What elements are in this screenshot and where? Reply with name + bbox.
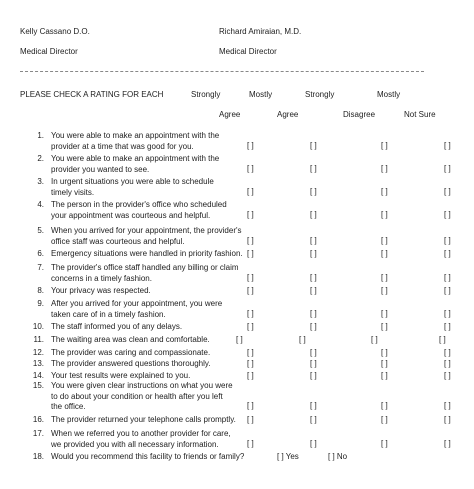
rating-checkbox-3[interactable]: [ ] xyxy=(444,438,451,448)
rating-checkbox-2[interactable]: [ ] xyxy=(381,308,388,318)
rating-checkbox-3[interactable]: [ ] xyxy=(444,322,451,331)
rating-checkbox-1[interactable]: [ ] xyxy=(310,415,317,424)
question-text-line: Your privacy was respected. xyxy=(51,286,151,295)
rating-checkbox-0[interactable]: [ ] xyxy=(247,209,254,219)
question-text-line: The waiting area was clean and comfortable. xyxy=(51,335,210,344)
question-number: 2. xyxy=(37,154,44,163)
question-number: 14. xyxy=(32,371,44,380)
question-text-line: The provider answered questions thoroughly. xyxy=(51,359,211,368)
rating-checkbox-3[interactable]: [ ] xyxy=(444,235,451,245)
question-number: 5. xyxy=(37,226,44,235)
question-number: 3. xyxy=(37,177,44,186)
rating-checkbox-3[interactable]: [ ] xyxy=(444,359,451,368)
question-text-line: The staff informed you of any delays. xyxy=(51,322,183,331)
rating-checkbox-3[interactable]: [ ] xyxy=(444,163,451,173)
rating-checkbox-2[interactable]: [ ] xyxy=(381,438,388,448)
question-text-line: The person in the provider's office who scheduled xyxy=(51,200,227,209)
question-number: 16. xyxy=(32,415,44,424)
question-text-line: your appointment was courteous and helpful. xyxy=(51,210,211,220)
rating-checkbox-1[interactable]: [ ] xyxy=(310,438,317,448)
question-number: 7. xyxy=(37,263,44,272)
rating-checkbox-2[interactable]: [ ] xyxy=(381,235,388,245)
rating-checkbox-0[interactable]: [ ] xyxy=(247,235,254,245)
question-number: 10. xyxy=(32,322,44,331)
rating-checkbox-1[interactable]: [ ] xyxy=(310,235,317,245)
rating-checkbox-0[interactable]: [ ] xyxy=(247,308,254,318)
question-text-line: The provider's office staff handled any billing or claim xyxy=(51,263,239,272)
rating-checkbox-0[interactable]: [ ] xyxy=(236,335,243,344)
left-doctor-name: Kelly Cassano D.O. xyxy=(20,27,90,36)
rating-checkbox-3[interactable]: [ ] xyxy=(444,308,451,318)
rating-checkbox-1[interactable]: [ ] xyxy=(310,140,317,150)
question-text-line: You were able to make an appointment with the xyxy=(51,154,220,163)
left-doctor-title: Medical Director xyxy=(20,47,78,56)
question-text-line: You were able to make an appointment with the xyxy=(51,131,220,140)
rating-checkbox-0[interactable]: [ ] xyxy=(247,401,254,410)
rating-checkbox-0[interactable]: [ ] xyxy=(247,186,254,196)
rating-header-bottom-0: Agree xyxy=(219,110,241,119)
rating-checkbox-1[interactable]: [ ] xyxy=(310,209,317,219)
question-number: 15. xyxy=(32,381,44,390)
question-text-line: After you arrived for your appointment, you were xyxy=(51,299,223,308)
rating-checkbox-0[interactable]: [ ] xyxy=(247,272,254,282)
question-text-line: You were given clear instructions on what you were xyxy=(51,381,233,390)
rating-checkbox-2[interactable]: [ ] xyxy=(381,163,388,173)
rating-checkbox-0[interactable]: [ ] xyxy=(247,359,254,368)
rating-checkbox-0[interactable]: [ ] xyxy=(247,415,254,424)
rating-checkbox-2[interactable]: [ ] xyxy=(381,371,388,380)
rating-checkbox-1[interactable]: [ ] xyxy=(310,286,317,295)
rating-header-top-1: Mostly xyxy=(249,90,273,99)
rating-checkbox-3[interactable]: [ ] xyxy=(444,209,451,219)
rating-header-bottom-2: Disagree xyxy=(343,110,376,119)
question-text-line: When we referred you to another provider for care, xyxy=(51,429,231,438)
rating-checkbox-3[interactable]: [ ] xyxy=(444,186,451,196)
question-text-line: timely visits. xyxy=(51,187,95,197)
question-text-line: The provider was caring and compassionate. xyxy=(51,348,211,357)
rating-checkbox-2[interactable]: [ ] xyxy=(381,249,388,258)
rating-checkbox-1[interactable]: [ ] xyxy=(310,186,317,196)
rating-header-bottom-1: Agree xyxy=(277,110,299,119)
rating-header-top-2: Strongly xyxy=(305,90,335,99)
question-number: 8. xyxy=(37,286,44,295)
question-text-line: concerns in a timely fashion. xyxy=(51,273,152,283)
rating-checkbox-1[interactable]: [ ] xyxy=(310,163,317,173)
question-number: 9. xyxy=(37,299,44,308)
right-doctor-name: Richard Amiraian, M.D. xyxy=(219,27,302,36)
rating-checkbox-3[interactable]: [ ] xyxy=(444,286,451,295)
question-text-line: the office. xyxy=(51,402,86,411)
rating-checkbox-0[interactable]: [ ] xyxy=(247,348,254,357)
rating-checkbox-2[interactable]: [ ] xyxy=(381,401,388,410)
question-text-line: Would you recommend this facility to friends or family? xyxy=(51,452,245,461)
question-number: 17. xyxy=(32,429,44,438)
rating-checkbox-0[interactable]: [ ] xyxy=(247,140,254,150)
recommend-no-checkbox[interactable]: [ ] No xyxy=(328,452,348,461)
rating-checkbox-2[interactable]: [ ] xyxy=(371,335,378,344)
rating-checkbox-3[interactable]: [ ] xyxy=(444,272,451,282)
question-text-line: Emergency situations were handled in priority fashion. xyxy=(51,249,243,258)
rating-checkbox-3[interactable]: [ ] xyxy=(444,415,451,424)
question-text-line: In urgent situations you were able to schedule xyxy=(51,177,214,186)
rating-checkbox-2[interactable]: [ ] xyxy=(381,272,388,282)
rating-checkbox-0[interactable]: [ ] xyxy=(247,163,254,173)
rating-checkbox-3[interactable]: [ ] xyxy=(439,335,446,344)
rating-checkbox-2[interactable]: [ ] xyxy=(381,186,388,196)
rating-checkbox-0[interactable]: [ ] xyxy=(247,371,254,380)
rating-header-bottom-3: Not Sure xyxy=(404,110,436,119)
question-text-line: When you arrived for your appointment, the provider's xyxy=(51,226,242,235)
question-number: 4. xyxy=(37,200,44,209)
separator-line xyxy=(20,71,424,72)
question-number: 6. xyxy=(37,249,44,258)
question-number: 18. xyxy=(32,452,44,461)
rating-checkbox-1[interactable]: [ ] xyxy=(310,359,317,368)
rating-checkbox-2[interactable]: [ ] xyxy=(381,140,388,150)
rating-checkbox-2[interactable]: [ ] xyxy=(381,209,388,219)
rating-header-top-3: Mostly xyxy=(377,90,401,99)
question-text-line: The provider returned your telephone calls promptly. xyxy=(51,415,236,424)
question-number: 13. xyxy=(32,359,44,368)
rating-checkbox-0[interactable]: [ ] xyxy=(247,286,254,295)
rating-checkbox-2[interactable]: [ ] xyxy=(381,415,388,424)
rating-checkbox-0[interactable]: [ ] xyxy=(247,322,254,331)
question-number: 11. xyxy=(33,335,44,344)
rating-checkbox-0[interactable]: [ ] xyxy=(247,249,254,258)
rating-checkbox-1[interactable]: [ ] xyxy=(310,249,317,258)
question-text-line: taken care of in a timely fashion. xyxy=(51,309,166,319)
question-number: 1. xyxy=(37,131,44,140)
rating-checkbox-3[interactable]: [ ] xyxy=(444,140,451,150)
rating-checkbox-2[interactable]: [ ] xyxy=(381,286,388,295)
rating-checkbox-1[interactable]: [ ] xyxy=(299,335,306,344)
rating-checkbox-3[interactable]: [ ] xyxy=(444,249,451,258)
rating-checkbox-3[interactable]: [ ] xyxy=(444,371,451,380)
question-text-line: we provided you with all necessary information. xyxy=(51,439,219,449)
rating-checkbox-1[interactable]: [ ] xyxy=(310,371,317,380)
rating-header-top-0: Strongly xyxy=(191,90,221,99)
rating-checkbox-1[interactable]: [ ] xyxy=(310,348,317,357)
rating-checkbox-2[interactable]: [ ] xyxy=(381,359,388,368)
rating-checkbox-0[interactable]: [ ] xyxy=(247,438,254,448)
question-number: 12. xyxy=(32,348,44,357)
rating-checkbox-2[interactable]: [ ] xyxy=(381,322,388,331)
rating-checkbox-1[interactable]: [ ] xyxy=(310,322,317,331)
right-doctor-title: Medical Director xyxy=(219,47,277,56)
question-text-line: provider at a time that was good for you. xyxy=(51,141,194,151)
rating-checkbox-3[interactable]: [ ] xyxy=(444,348,451,357)
question-text-line: Your test results were explained to you. xyxy=(51,371,191,380)
instruction-text: PLEASE CHECK A RATING FOR EACH xyxy=(20,90,164,99)
rating-checkbox-3[interactable]: [ ] xyxy=(444,401,451,410)
question-text-line: provider you wanted to see. xyxy=(51,164,150,174)
rating-checkbox-1[interactable]: [ ] xyxy=(310,272,317,282)
rating-checkbox-1[interactable]: [ ] xyxy=(310,401,317,410)
question-text-line: office staff was courteous and helpful. xyxy=(51,236,185,246)
rating-checkbox-1[interactable]: [ ] xyxy=(310,308,317,318)
rating-checkbox-2[interactable]: [ ] xyxy=(381,348,388,357)
recommend-yes-checkbox[interactable]: [ ] Yes xyxy=(277,452,299,461)
question-text-line: to do about your condition or health after you left xyxy=(51,391,223,401)
